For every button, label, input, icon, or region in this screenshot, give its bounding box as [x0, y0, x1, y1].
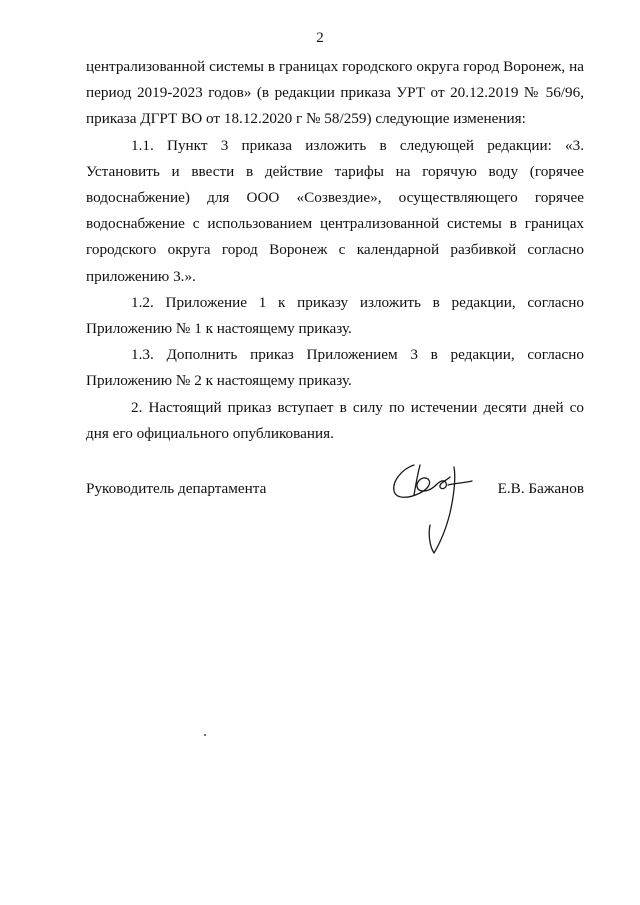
signatory-name: Е.В. Бажанов [497, 480, 584, 497]
page-number: 2 [316, 30, 324, 46]
paragraph-2: 2. Настоящий приказ вступает в силу по истечении десяти дней со дня его официального опубликования. [86, 398, 584, 442]
scan-speck [204, 734, 206, 736]
paragraph-1-2: 1.2. Приложение 1 к приказу изложить в редакции, согласно Приложению № 1 к настоящему приказу. [86, 293, 584, 338]
signatory-title: Руководитель департамента [86, 480, 267, 497]
signature-block [86, 480, 584, 510]
paragraph-1-3: 1.3. Дополнить приказ Приложением 3 в редакции, согласно Приложению № 2 к настоящему приказу. [86, 346, 584, 390]
document-body [86, 54, 584, 447]
handwritten-signature [384, 455, 494, 565]
paragraph-continuation: централизованной системы в границах городского округа город Воронеж, на период 2019-2023 годов» (в редакции приказа УРТ от 20.12.2019 № 56/96, приказа ДГРТ ВО от 18.12.2020 г № 58/259) следующие изменения: [86, 58, 584, 128]
paragraph-1-1: 1.1. Пункт 3 приказа изложить в следующей редакции: «3. Установить и ввести в действие тарифы на горячую воду (горячее водоснабжение) для ООО «Созвездие», осуществляющего горячее водоснабжение с использованием централизованной системы в границах городского округа город Воронеж с календарной разбивкой согласно приложению 3.». [86, 136, 584, 285]
